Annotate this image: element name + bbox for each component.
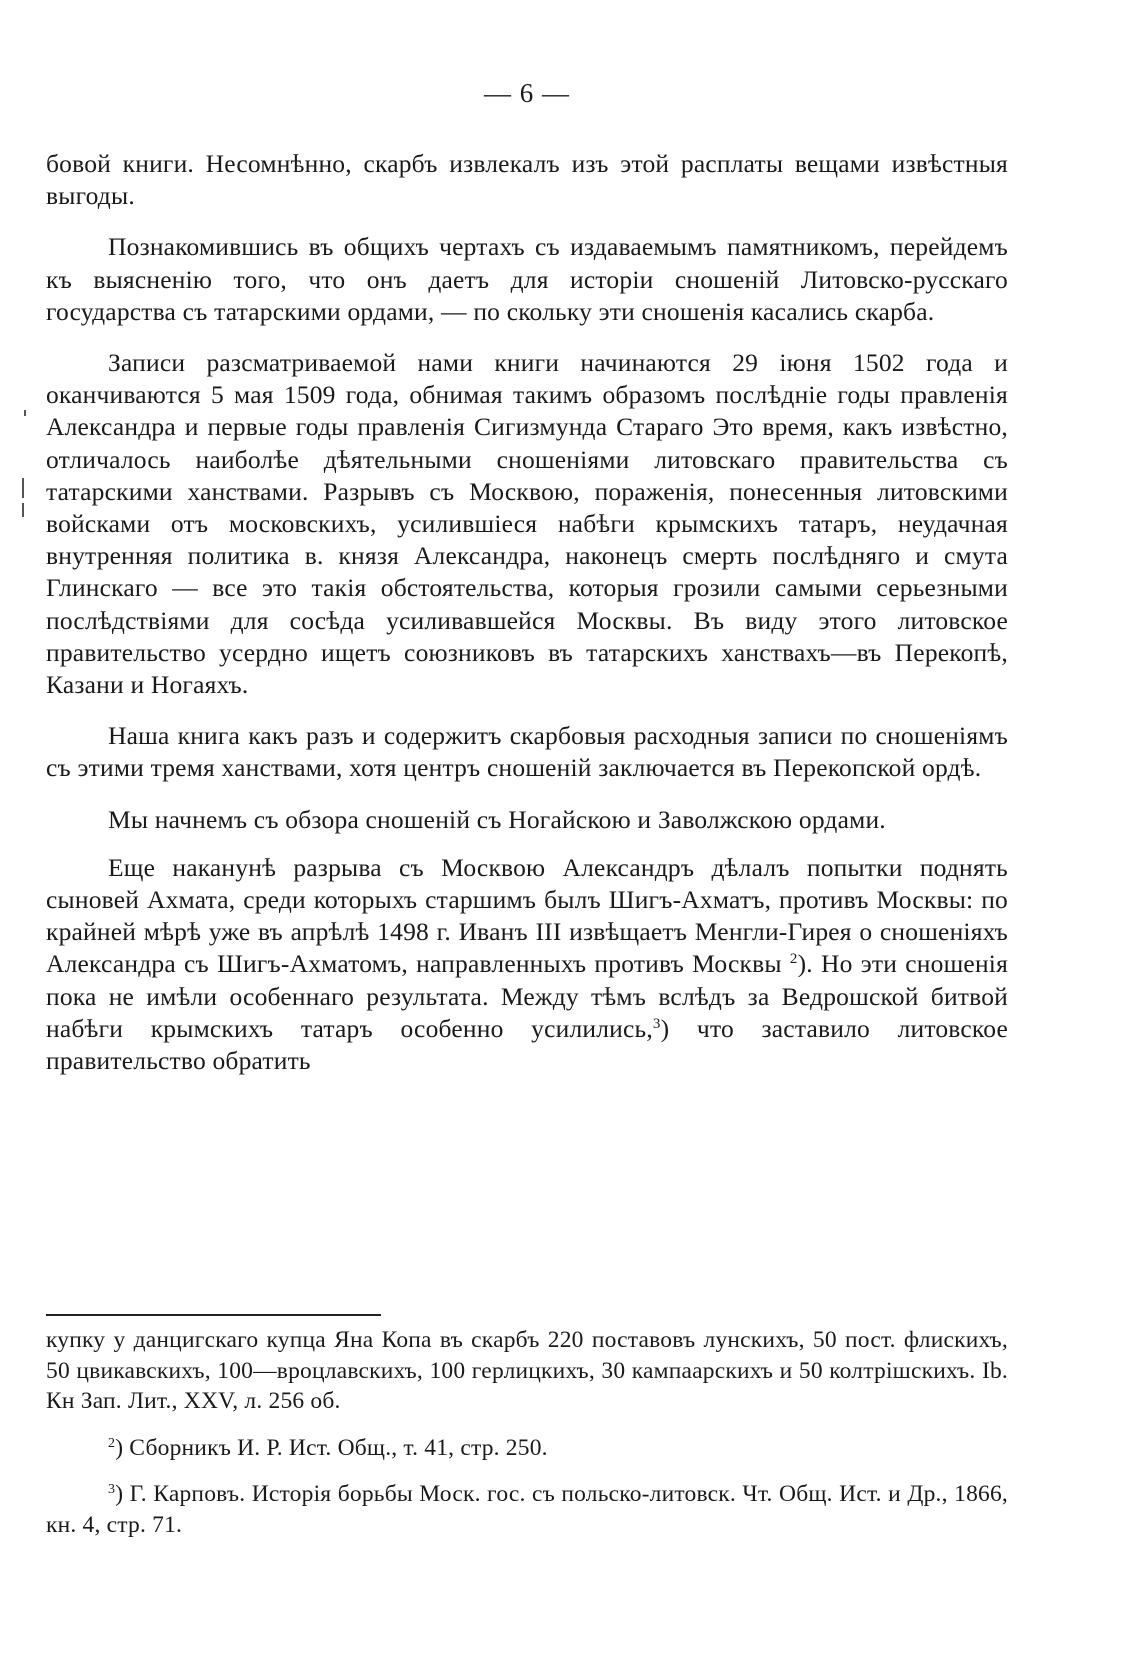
footnote-2-marker: 2 xyxy=(108,1435,116,1451)
margin-mark xyxy=(22,478,24,498)
footnote-2-text: ) Сборникъ И. Р. Ист. Общ., т. 41, стр. 250. xyxy=(115,1434,548,1461)
footnote-continued: купку у данцигскаго купца Яна Копа въ скарбъ 220 поставовъ лунскихъ, 50 пост. флискихъ, 50 цвикавскихъ, 100—вроцлавскихъ, 100 герлицкихъ, 30 кампаарскихъ и 50 колтрішскихъ. Ib. Кн Зап. Лит., XXV, л. 256 об. xyxy=(46,1327,1008,1414)
body-text xyxy=(46,148,1008,1096)
page-number: — 6 — xyxy=(484,78,570,108)
footnote-ref-3: 3 xyxy=(652,1015,661,1032)
paragraph-6-part-3: ) что заставило литовское правительство обратить xyxy=(46,1013,1008,1076)
footnote-3-marker: 3 xyxy=(108,1482,116,1497)
footnote-2 xyxy=(46,1433,1008,1464)
footnote-separator xyxy=(46,1314,381,1316)
footnote-3 xyxy=(46,1479,1008,1540)
paragraph-4: Наша книга какъ разъ и содержитъ скарбовыя расходныя записи по сношеніямъ съ этими тремя ханствами, хотя центръ сношеній заключается въ Перекопской ордѣ. xyxy=(46,721,1008,783)
paragraph-6-part-1: Еще наканунѣ разрыва съ Москвою Александръ дѣлалъ попытки поднять сыновей Ахмата, среди которыхъ старшимъ былъ Шигъ-Ахматъ, противъ Москвы: по крайней мѣрѣ уже въ апрѣлѣ 1498 г. Иванъ III извѣщаетъ Менгли-Гирея о сношеніяхъ Александра съ Шигъ-Ахматомъ, направленныхъ противъ Москвы xyxy=(46,852,1008,979)
paragraph-3: Записи разсматриваемой нами книги начинаются 29 іюня 1502 года и оканчиваются 5 мая 1509 года, обнимая такимъ образомъ послѣдніе годы правленія Александра и первые годы правленія Сигизмунда Стараго Это время, какъ извѣстно, отличалось наиболѣе дѣятельными сношеніями литовскаго правительства съ татарскими ханствами. Разрывъ съ Москвою, пораженія, понесенныя литовскими войсками отъ московскихъ, усилившіеся набѣги крымскихъ татаръ, неудачная внутренняя политика в. князя Александра, наконецъ смерть послѣдняго и смута Глинскаго — все это такія обстоятельства, которыя грозили самыми серьезными послѣдствіями для сосѣда усиливавшейся Москвы. Въ виду этого литовское правительство усердно ищетъ союзниковъ въ татарскихъ ханствахъ—въ Перекопѣ, Казани и Ногаяхъ. xyxy=(46,348,1008,700)
footnote-3-text: ) Г. Карповъ. Исторія борьбы Моск. гос. съ польско-литовск. Чт. Общ. Ист. и Др., 1866, кн. 4, стр. 71. xyxy=(46,1481,1008,1538)
paragraph-6 xyxy=(46,852,1008,1077)
margin-mark xyxy=(24,410,26,416)
footnote-ref-2: 2 xyxy=(789,951,798,968)
paragraph-5: Мы начнемъ съ обзора сношеній съ Ногайскою и Заволжскою ордами. xyxy=(108,804,886,834)
footnotes xyxy=(46,1325,1008,1556)
margin-mark xyxy=(22,503,24,517)
paragraph-1: бовой книги. Несомнѣнно, скарбъ извлекалъ изъ этой расплаты вещами извѣстныя выгоды. xyxy=(46,149,1008,211)
document-page xyxy=(46,0,1008,1671)
paragraph-2: Познакомившись въ общихъ чертахъ съ издаваемымъ памятникомъ, перейдемъ къ выясненію того, что онъ даетъ для исторіи сношеній Литовско-русскаго государства съ татарскими ордами, — по скольку эти сношенія касались скарба. xyxy=(46,232,1008,326)
paragraph-6-part-2: ). Но эти сношенія пока не имѣли особеннаго результата. Между тѣмъ вслѣдъ за Ведрошской битвой набѣги крымскихъ татаръ особенно усилились, xyxy=(46,949,1009,1043)
